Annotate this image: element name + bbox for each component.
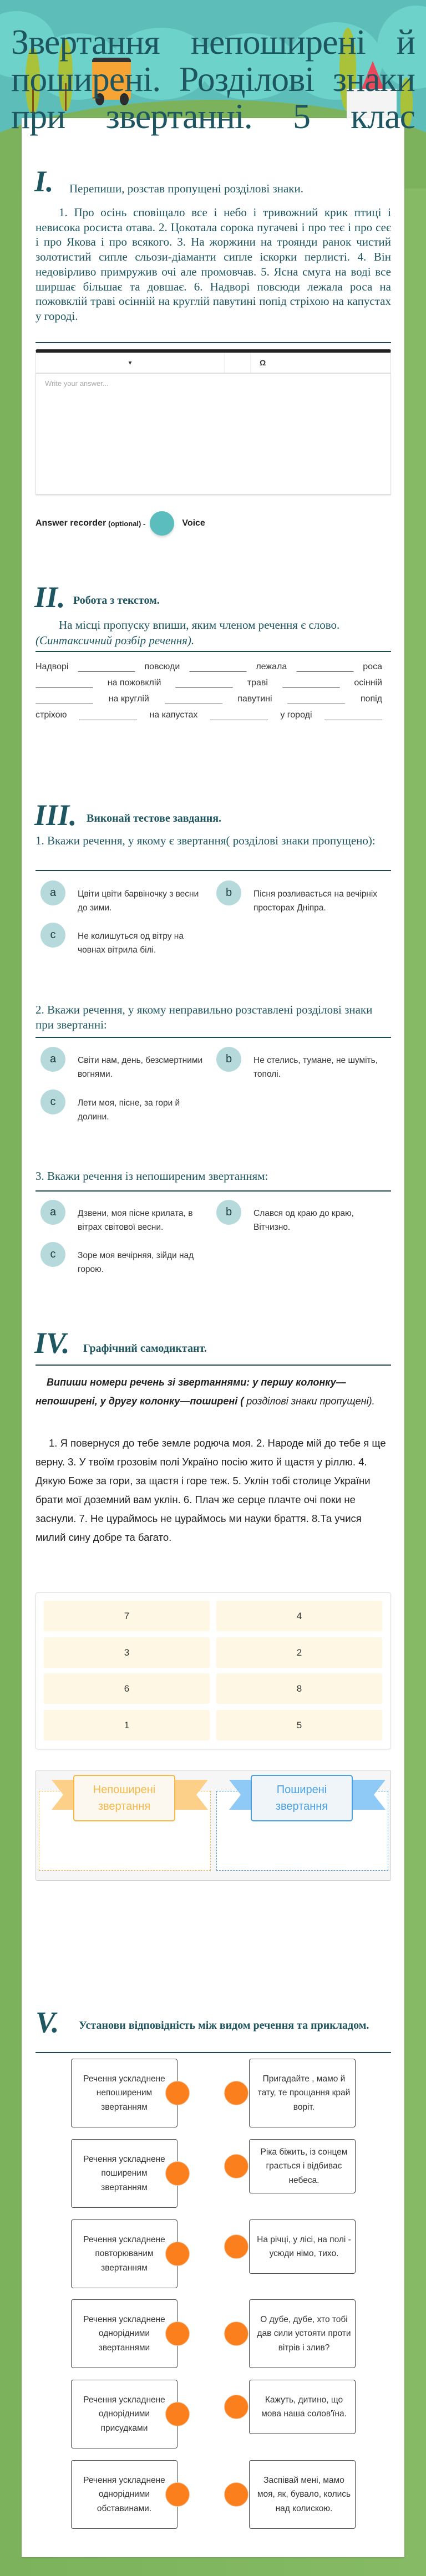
instruction-italic: (Синтаксичний розбір речення). [36, 634, 195, 647]
connector-dot[interactable] [224, 2395, 248, 2419]
match-right-item[interactable]: На річці, у лісі, на полі - усюди німо, тихо. [249, 2219, 356, 2274]
connector-dot[interactable] [165, 2081, 190, 2105]
fill-row [36, 691, 382, 704]
blank-input[interactable] [189, 661, 247, 672]
divider [36, 342, 391, 343]
answer-option-c[interactable] [40, 1096, 212, 1124]
recorder-optional: (optional) - [108, 519, 146, 528]
divider [36, 870, 391, 871]
page-title: Звертання непоширені й поширені. Розділові знаки при звертанні. 5 клас [11, 22, 415, 136]
blank-input[interactable] [36, 693, 93, 704]
connector-dot[interactable] [165, 2161, 190, 2186]
connector-dot[interactable] [165, 2322, 190, 2346]
fill-word: Надворі [36, 662, 69, 671]
category-label: Непоширені звертання [73, 1775, 175, 1821]
blank-input[interactable] [324, 709, 382, 720]
option-letter-badge: a [40, 880, 65, 905]
fill-word: на капустах [149, 710, 198, 720]
section-3-numeral: III. [34, 798, 77, 832]
match-left-item[interactable]: Речення ускладнене непоширеним звертанням [71, 2059, 178, 2127]
answer-option-b[interactable] [216, 887, 388, 915]
option-text: Зоре моя вечірняя, зійди над горою. [78, 1251, 194, 1274]
voice-label: Voice [182, 518, 205, 528]
draggable-number-item[interactable]: 2 [216, 1637, 382, 1668]
fill-row [36, 675, 382, 688]
match-right-item[interactable]: Заспівай мені, мамо моя, як, бувало, колись над колискою. [249, 2460, 356, 2529]
connector-dot[interactable] [224, 2482, 248, 2507]
toolbar-spacer [225, 353, 251, 373]
match-left-item[interactable]: Речення ускладнене повторюваним звертанням [71, 2219, 178, 2288]
divider [36, 1365, 391, 1366]
fill-word: повсюди [144, 662, 180, 671]
option-text: Світи нам, день, безсмертними вогнями. [78, 1056, 203, 1079]
format-dropdown[interactable] [36, 353, 225, 373]
connector-dot[interactable] [224, 2154, 248, 2178]
connector-dot[interactable] [165, 2242, 190, 2266]
question-text: 2. Вкажи речення, у якому неправильно розставлені розділові знаки при звертанні: [36, 1003, 373, 1031]
draggable-number-item[interactable]: 6 [44, 1673, 210, 1704]
section-1-text: 1. Про осінь сповіщало все і небо і тривожний крик птиці і невисока росиста отава. 2. Цокотала сорока пугачеві і про теє і про сеє і про Якова і про всякого. 3. На жоржини на троянди ранок чистий золотистий сипле сльози-діаманти сипле іскорки перлисті. 4. Він недовірливо примружив очі але промовчав. 5. Ясна смуга на воді все ширшає більшає та довшає. 6. Надворі повсюди лежала роса на пожовклій траві осінній на круглій павутині попід стріхою на капустах у городі. [36, 206, 391, 323]
match-left-item[interactable]: Речення ускладнене однорідними обставинами. [71, 2460, 178, 2529]
section-4-text: 1. Я повернуся до тебе земле родюча моя. 2. Народе мій до тебе я ще верну. 3. У твоїм грозовім полі Україно посію жито й щастя у ріллю. 4. Дякую Боже за гори, за щастя і горе теж. 5. Уклін тобі столице України брати мої доземний вам уклін. 6. Плач же серце плачте очі поки не заснули. 7. Не цураймось не цураймось ми науки браття. 8.Та учися милий сину добре та багато. [36, 1437, 386, 1543]
connector-dot[interactable] [224, 2234, 248, 2259]
blank-input[interactable] [287, 693, 345, 704]
match-right-item[interactable]: Ріка біжить, із сонцем грається і відбиває небеса. [249, 2139, 356, 2193]
answer-recorder [36, 511, 205, 536]
fill-row [36, 707, 382, 720]
record-button[interactable] [150, 511, 174, 536]
section-4-instruction [36, 1373, 391, 1411]
draggable-number-item[interactable]: 7 [44, 1601, 210, 1631]
connector-dot[interactable] [165, 2482, 190, 2507]
fill-word: лежала [256, 662, 287, 671]
editor-toolbar [36, 349, 391, 373]
match-right-item[interactable]: Пригадайте , мамо й тату, те прощання край воріт. [249, 2059, 356, 2127]
connector-dot[interactable] [165, 2402, 190, 2426]
special-characters-button[interactable] [251, 358, 266, 367]
section-2-numeral: II. [34, 581, 65, 614]
divider [36, 1190, 391, 1192]
match-left-item[interactable]: Речення ускладнене поширеним звертанням [71, 2139, 178, 2208]
fill-word: стріхою [36, 710, 67, 720]
match-right-item[interactable]: О дубе, дубе, хто тобі дав сили устояти проти вітрів і злив? [249, 2299, 356, 2368]
blank-input[interactable] [282, 677, 340, 688]
option-text: Слався од краю до краю, Вітчизно. [253, 1209, 354, 1232]
fill-word: на пожовклій [107, 678, 161, 688]
answer-option-a[interactable] [40, 887, 212, 915]
fill-word: павутині [237, 694, 272, 704]
blank-input[interactable] [78, 661, 135, 672]
option-text: Не колишуться од вітру на човнах вітрила білі. [78, 931, 184, 955]
draggable-number-item[interactable]: 4 [216, 1601, 382, 1631]
section-5-heading: Установи відповідність між видом речення та прикладом. [79, 2019, 369, 2032]
fill-word: роса [363, 662, 382, 671]
divider [36, 1037, 391, 1038]
instruction-italic: розділові знаки пропущені). [246, 1396, 375, 1407]
option-text: Не стелись, тумане, не шуміть, тополі. [253, 1056, 378, 1079]
section-4-heading: Графічний самодиктант. [83, 1342, 207, 1355]
draggable-number-item[interactable]: 3 [44, 1637, 210, 1668]
option-letter-badge: c [40, 1242, 65, 1267]
answer-option-c[interactable] [40, 1249, 212, 1276]
blank-input[interactable] [296, 661, 354, 672]
blank-input[interactable] [165, 693, 222, 704]
option-text: Дзвени, моя пісне крилата, в вітрах світової весни. [78, 1209, 193, 1232]
option-text: Цвіти цвіти барвіночку з весни до зими. [78, 889, 199, 913]
match-right-item[interactable]: Кажуть, дитино, що мова наша солов'їна. [249, 2380, 356, 2434]
option-letter-badge: c [40, 923, 65, 948]
section-1-heading: Перепиши, розстав пропущені розділові знаки. [69, 182, 303, 195]
omega-icon: Ω [260, 358, 266, 367]
fill-word: на круглій [108, 694, 149, 704]
option-letter-badge: b [216, 1200, 241, 1225]
section-3-heading: Виконай тестове завдання. [87, 812, 222, 824]
question-text: 1. Вкажи речення, у якому є звертання( розділові знаки пропущено): [36, 834, 376, 847]
instruction-bold: Випиши номери речень зі звертаннями: у першу колонку—непоширені, у другу колонку—поширені ( [36, 1377, 346, 1407]
connector-dot[interactable] [224, 2081, 248, 2105]
option-letter-badge: c [40, 1090, 65, 1114]
section-5-numeral: V. [36, 2005, 59, 2039]
option-letter-badge: b [216, 880, 241, 905]
section-1-numeral: I. [34, 165, 54, 198]
draggable-number-item[interactable]: 1 [44, 1710, 210, 1740]
answer-option-b[interactable] [216, 1053, 388, 1081]
blank-input[interactable] [175, 677, 233, 688]
answer-placeholder: Write your answer... [45, 379, 109, 388]
option-letter-badge: a [40, 1047, 65, 1072]
answer-option-b[interactable] [216, 1206, 388, 1234]
answer-option-a[interactable] [40, 1053, 212, 1081]
divider [36, 2052, 391, 2053]
fill-word: траві [247, 678, 268, 688]
draggable-number-item[interactable]: 5 [216, 1710, 382, 1740]
blank-input[interactable] [210, 709, 268, 720]
answer-option-a[interactable] [40, 1206, 212, 1234]
recorder-label: Answer recorder [36, 518, 106, 528]
answer-input[interactable] [36, 373, 391, 495]
draggable-number-item[interactable]: 8 [216, 1673, 382, 1704]
instruction-text: На місці пропуску впиши, яким членом речення є слово. [59, 618, 340, 632]
option-letter-badge: b [216, 1047, 241, 1072]
question-text: 3. Вкажи речення із непоширеним звертанням: [36, 1169, 268, 1183]
blank-input[interactable] [36, 677, 93, 688]
fill-word: осінній [354, 678, 382, 688]
chevron-down-icon: ▾ [128, 359, 132, 366]
option-text: Лети моя, пісне, за гори й долини. [78, 1098, 180, 1122]
connector-dot[interactable] [224, 2322, 248, 2346]
option-text: Пісня розливається на вечірніх просторах Дніпра. [253, 889, 378, 913]
blank-input[interactable] [79, 709, 137, 720]
option-letter-badge: a [40, 1200, 65, 1225]
fill-word: у городі [280, 710, 312, 720]
fill-word: попід [360, 694, 382, 704]
section-2-instruction [36, 617, 391, 648]
fill-row [36, 659, 382, 672]
section-4-numeral: IV. [34, 1326, 70, 1360]
section-2-heading: Робота з текстом. [73, 594, 160, 607]
match-left-item[interactable]: Речення ускладнене однорідними звертаннями [71, 2299, 178, 2368]
answer-option-c[interactable] [40, 929, 212, 957]
category-label: Поширені звертання [251, 1775, 353, 1821]
match-left-item[interactable]: Речення ускладнене однорідними присудками [71, 2380, 178, 2448]
divider [36, 651, 391, 652]
